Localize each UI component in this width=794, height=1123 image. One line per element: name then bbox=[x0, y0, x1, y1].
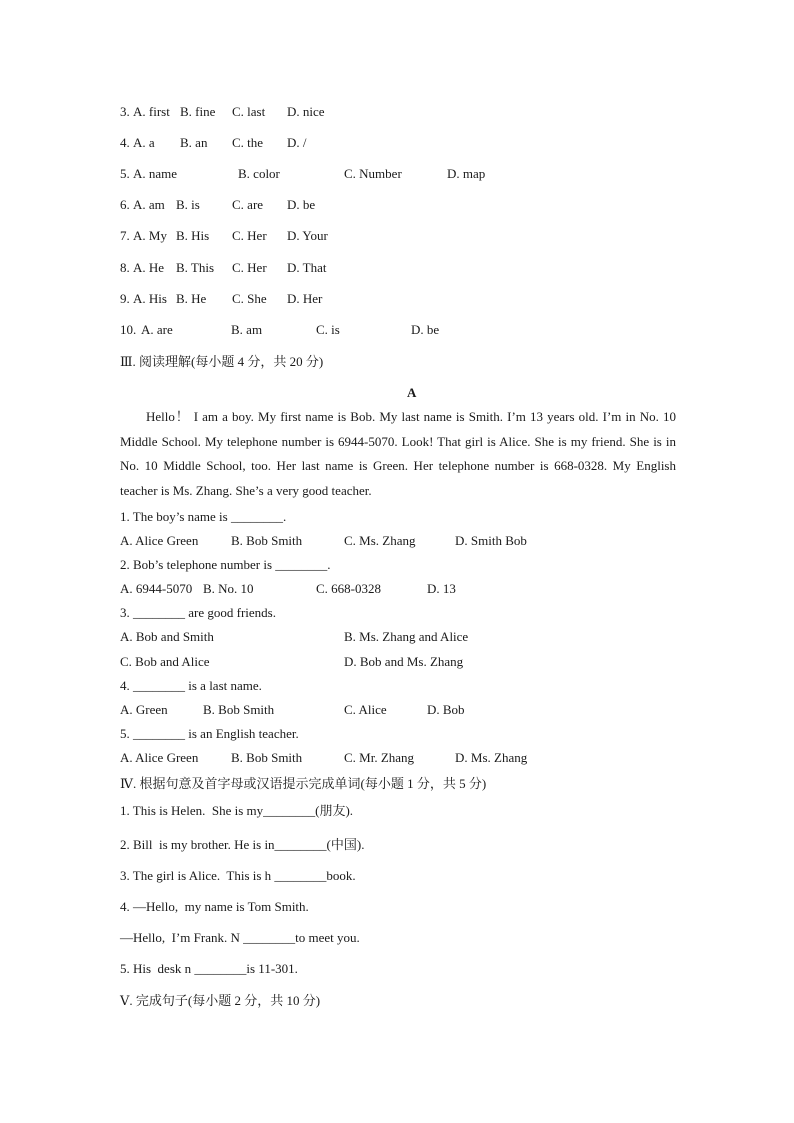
mc-option-c: C. is bbox=[316, 322, 340, 337]
section-5-title: Ⅴ. 完成句子(每小题 2 分，共 10 分) bbox=[120, 993, 321, 1008]
mc-option-a: A. first bbox=[133, 104, 170, 119]
mc-option-b: B. This bbox=[176, 260, 215, 275]
option-c: C. Ms. Zhang bbox=[344, 533, 416, 548]
mc-option-d: D. Your bbox=[287, 228, 328, 243]
option-b: B. No. 10 bbox=[203, 581, 254, 596]
mc-option-a: A. My bbox=[133, 228, 167, 243]
mc-number: 8. bbox=[120, 260, 130, 275]
option-a: A. 6944-5070 bbox=[120, 581, 193, 596]
mc-option-c: C. Her bbox=[232, 228, 267, 243]
option-b: B. Bob Smith bbox=[231, 533, 303, 548]
mc-number: 7. bbox=[120, 228, 130, 243]
mc-option-d: D. / bbox=[287, 135, 307, 150]
fill-item-4a: 4. —Hello, my name is Tom Smith. bbox=[120, 899, 309, 914]
option-a: A. Green bbox=[120, 702, 168, 717]
mc-option-d: D. That bbox=[287, 260, 327, 275]
mc-option-b: B. is bbox=[176, 197, 200, 212]
mc-option-d: D. be bbox=[411, 322, 440, 337]
question-4: 4. ________ is a last name. bbox=[120, 678, 262, 693]
question-2: 2. Bob’s telephone number is ________. bbox=[120, 557, 331, 572]
fill-item-4b: —Hello, I’m Frank. N ________to meet you. bbox=[120, 930, 360, 945]
mc-option-a: A. name bbox=[133, 166, 178, 181]
passage-label: A bbox=[407, 385, 417, 400]
mc-number: 6. bbox=[120, 197, 130, 212]
option-b: B. Bob Smith bbox=[231, 750, 303, 765]
mc-number: 3. bbox=[120, 104, 130, 119]
mc-number: 9. bbox=[120, 291, 130, 306]
mc-option-c: C. Number bbox=[344, 166, 402, 181]
option-d: D. Smith Bob bbox=[455, 533, 527, 548]
mc-option-a: A. are bbox=[141, 322, 173, 337]
mc-option-c: C. She bbox=[232, 291, 267, 306]
mc-option-c: C. are bbox=[232, 197, 264, 212]
mc-option-c: C. the bbox=[232, 135, 264, 150]
mc-option-a: A. His bbox=[133, 291, 167, 306]
fill-item-3: 3. The girl is Alice. This is h ________book. bbox=[120, 868, 356, 883]
mc-option-a: A. He bbox=[133, 260, 165, 275]
question-5: 5. ________ is an English teacher. bbox=[120, 726, 299, 741]
reading-passage bbox=[120, 405, 676, 503]
passage-text: Hello！ I am a boy. My first name is Bob. My last name is Smith. I’m 13 years old. I’m in No. 10 Middle School. My telephone number is 6944-5070. Look! That girl is Alice. She is my friend. She is in No. 10 Middle School, too. Her last name is Green. Her telephone number is 668-0328. My English teacher is Ms. Zhang. She’s a very good teacher. bbox=[120, 409, 676, 498]
mc-option-b: B. He bbox=[176, 291, 207, 306]
option-a: A. Alice Green bbox=[120, 750, 199, 765]
mc-number: 10. bbox=[120, 322, 137, 337]
option-c: C. Bob and Alice bbox=[120, 654, 210, 669]
mc-option-d: D. Her bbox=[287, 291, 323, 306]
option-d: D. Bob and Ms. Zhang bbox=[344, 654, 464, 669]
option-b: B. Bob Smith bbox=[203, 702, 275, 717]
option-b: B. Ms. Zhang and Alice bbox=[344, 629, 469, 644]
mc-option-d: D. nice bbox=[287, 104, 325, 119]
question-3: 3. ________ are good friends. bbox=[120, 605, 276, 620]
section-4-title: Ⅳ. 根据句意及首字母或汉语提示完成单词(每小题 1 分，共 5 分) bbox=[120, 776, 487, 791]
option-c: C. 668-0328 bbox=[316, 581, 381, 596]
option-a: A. Bob and Smith bbox=[120, 629, 214, 644]
mc-number: 4. bbox=[120, 135, 130, 150]
question-1: 1. The boy’s name is ________. bbox=[120, 509, 287, 524]
option-a: A. Alice Green bbox=[120, 533, 199, 548]
fill-item-1: 1. This is Helen. She is my________(朋友). bbox=[120, 803, 354, 818]
mc-option-d: D. be bbox=[287, 197, 316, 212]
mc-option-a: A. am bbox=[133, 197, 165, 212]
mc-option-c: C. Her bbox=[232, 260, 267, 275]
option-c: C. Mr. Zhang bbox=[344, 750, 415, 765]
option-d: D. Bob bbox=[427, 702, 465, 717]
mc-option-c: C. last bbox=[232, 104, 266, 119]
option-d: D. 13 bbox=[427, 581, 456, 596]
option-c: C. Alice bbox=[344, 702, 387, 717]
option-d: D. Ms. Zhang bbox=[455, 750, 528, 765]
mc-option-b: B. color bbox=[238, 166, 280, 181]
mc-number: 5. bbox=[120, 166, 130, 181]
fill-item-2: 2. Bill is my brother. He is in________(中国). bbox=[120, 837, 365, 852]
mc-option-b: B. His bbox=[176, 228, 210, 243]
mc-option-b: B. fine bbox=[180, 104, 216, 119]
fill-item-5: 5. His desk n ________is 11-301. bbox=[120, 961, 298, 976]
mc-option-d: D. map bbox=[447, 166, 486, 181]
mc-option-a: A. a bbox=[133, 135, 155, 150]
section-3-title: Ⅲ. 阅读理解(每小题 4 分，共 20 分) bbox=[120, 354, 324, 369]
mc-option-b: B. an bbox=[180, 135, 208, 150]
mc-option-b: B. am bbox=[231, 322, 263, 337]
